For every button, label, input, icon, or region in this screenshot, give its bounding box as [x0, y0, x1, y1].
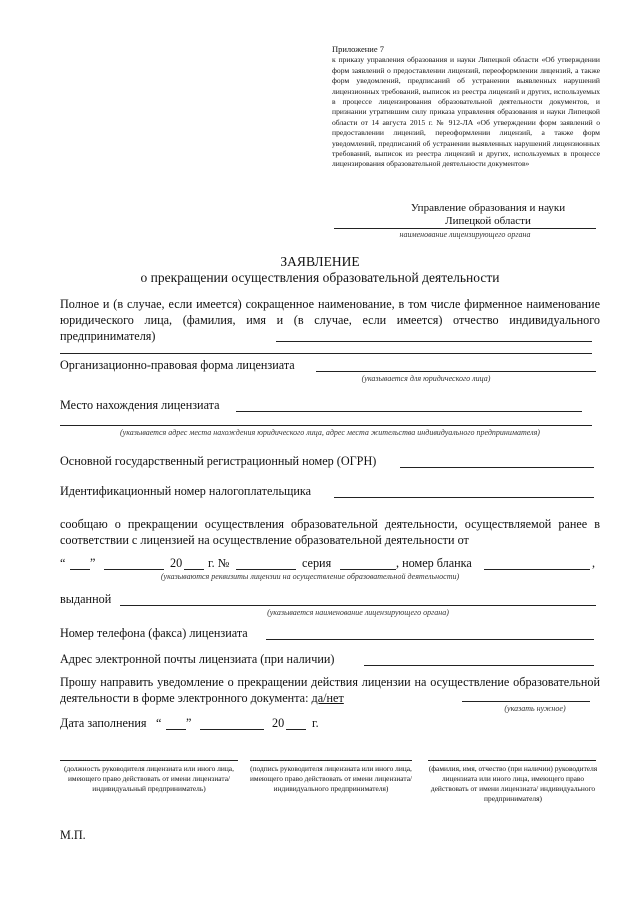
notify-text: сообщаю о прекращении осуществления образовательной деятельности, осуществляемой ранее в соответствии с лицензией на осуществление образовательной деятельности от	[60, 517, 600, 547]
email-field[interactable]	[364, 665, 594, 666]
email-label: Адрес электронной почты лицензиата (при наличии)	[60, 652, 335, 666]
location-label: Место нахождения лицензиата	[60, 398, 220, 412]
yes-no-field[interactable]	[462, 701, 590, 702]
legal-form-field[interactable]	[316, 371, 596, 372]
title-line1: ЗАЯВЛЕНИЕ	[280, 254, 360, 269]
recipient-line2: Липецкой области	[445, 215, 531, 227]
license-caption: (указываются реквизиты лицензии на осуществление образовательной деятельности)	[160, 572, 460, 581]
fill-date-open-quote: “	[156, 716, 162, 730]
full-name-label: Полное и (в случае, если имеется) сокращенное наименование, в том числе фирменное наименование юридического лица, (фамилия, имя и (в случае, если имеется) отчество индивидуального предпринимателя)	[60, 297, 600, 343]
position-caption: (должность руководителя лицензиата или иного лица, имеющего право действовать от имени лицензиата/ индивидуальный предприниматель)	[64, 764, 234, 793]
license-day-field[interactable]	[70, 569, 90, 570]
license-date-open-quote: “	[60, 556, 66, 570]
legal-form-caption: (указывается для юридического лица)	[361, 374, 491, 383]
location-field-2[interactable]	[60, 425, 592, 426]
fill-month-field[interactable]	[200, 729, 264, 730]
blank-number-field[interactable]	[484, 569, 590, 570]
location-field[interactable]	[236, 411, 582, 412]
series-label: серия	[302, 556, 332, 570]
recipient-line1: Управление образования и науки	[410, 202, 566, 214]
full-name-field-2[interactable]	[60, 353, 592, 354]
appendix-heading: Приложение 7	[332, 44, 384, 54]
ogrn-field[interactable]	[400, 467, 594, 468]
recipient-caption: наименование лицензирующего органа	[399, 230, 531, 239]
license-date-close-quote: ”	[90, 556, 96, 570]
fill-date-close-quote: ”	[186, 716, 192, 730]
fill-year-suffix: г.	[312, 716, 319, 730]
series-field[interactable]	[340, 569, 396, 570]
inn-label: Идентификационный номер налогоплательщика	[60, 484, 312, 498]
signature-line[interactable]	[250, 760, 412, 761]
fullname-caption: (фамилия, имя, отчество (при наличии) руководителя лицензиата или иного лица, имеющего право действовать от имени лицензиата/ индивидуального предпринимателя)	[428, 764, 598, 803]
recipient-block	[388, 202, 588, 228]
signature-caption: (подпись руководителя лицензиата или иного лица, имеющего право действовать от имени лицензиата/ индивидуального предпринимателя)	[249, 764, 413, 793]
legal-form-label: Организационно-правовая форма лицензиата	[60, 358, 295, 372]
yes-no-option[interactable]: да/нет	[311, 691, 344, 705]
stamp-label: М.П.	[60, 828, 86, 842]
blank-number-label: , номер бланка	[396, 556, 472, 570]
location-caption: (указывается адрес места нахождения юридического лица, адрес места жительства индивидуального предпринимателя)	[120, 428, 540, 437]
license-number-label: г. №	[208, 556, 230, 570]
fill-year-field[interactable]	[286, 729, 306, 730]
fill-date-label: Дата заполнения	[60, 716, 147, 730]
position-signature-line[interactable]	[60, 760, 238, 761]
issued-field[interactable]	[120, 605, 596, 606]
fullname-signature-line[interactable]	[428, 760, 596, 761]
license-month-field[interactable]	[104, 569, 164, 570]
license-year-field[interactable]	[184, 569, 204, 570]
phone-label: Номер телефона (факса) лицензиата	[60, 626, 248, 640]
request-caption: (указать нужное)	[504, 704, 566, 713]
title-line2: о прекращении осуществления образовательной деятельности	[140, 270, 500, 285]
fill-year-prefix: 20	[272, 716, 285, 730]
full-name-field[interactable]	[276, 341, 592, 342]
document-title	[0, 254, 640, 286]
request-text: Прошу направить уведомление о прекращении действия лицензии на осуществление образовательной деятельности в форме электронного документа:	[60, 675, 600, 705]
license-line-comma: ,	[592, 556, 596, 570]
inn-field[interactable]	[334, 497, 594, 498]
issued-caption: (указывается наименование лицензирующего органа)	[267, 608, 449, 617]
fill-day-field[interactable]	[166, 729, 186, 730]
phone-field[interactable]	[266, 639, 594, 640]
issued-label: выданной	[60, 592, 112, 606]
license-number-field[interactable]	[236, 569, 296, 570]
license-year-prefix: 20	[170, 556, 183, 570]
appendix-block	[332, 44, 600, 170]
recipient-underline	[334, 228, 596, 229]
ogrn-label: Основной государственный регистрационный номер (ОГРН)	[60, 454, 377, 468]
appendix-text: к приказу управления образования и науки Липецкой области «Об утверждении форм заявлений о предоставлении лицензий, переоформлении лицензий, а также форм уведомлений, предписаний об устранении выявленных нарушений лицензионных требований, выписок из реестра лицензий и других, используемых в процессе лицензирования образовательной деятельности документов, и признании утратившим силу приказа управления образования и науки Липецкой области от 14 августа 2015 г. № 912-ЛА «Об утверждении форм заявлений о предоставлении лицензий, переоформлении лицензий, а также форм уведомлений, предписаний об устранении выявленных нарушений лицензионных требований, выписок из реестра лицензий и других, используемых в процессе лицензирования образовательной деятельности документов»	[332, 55, 600, 169]
